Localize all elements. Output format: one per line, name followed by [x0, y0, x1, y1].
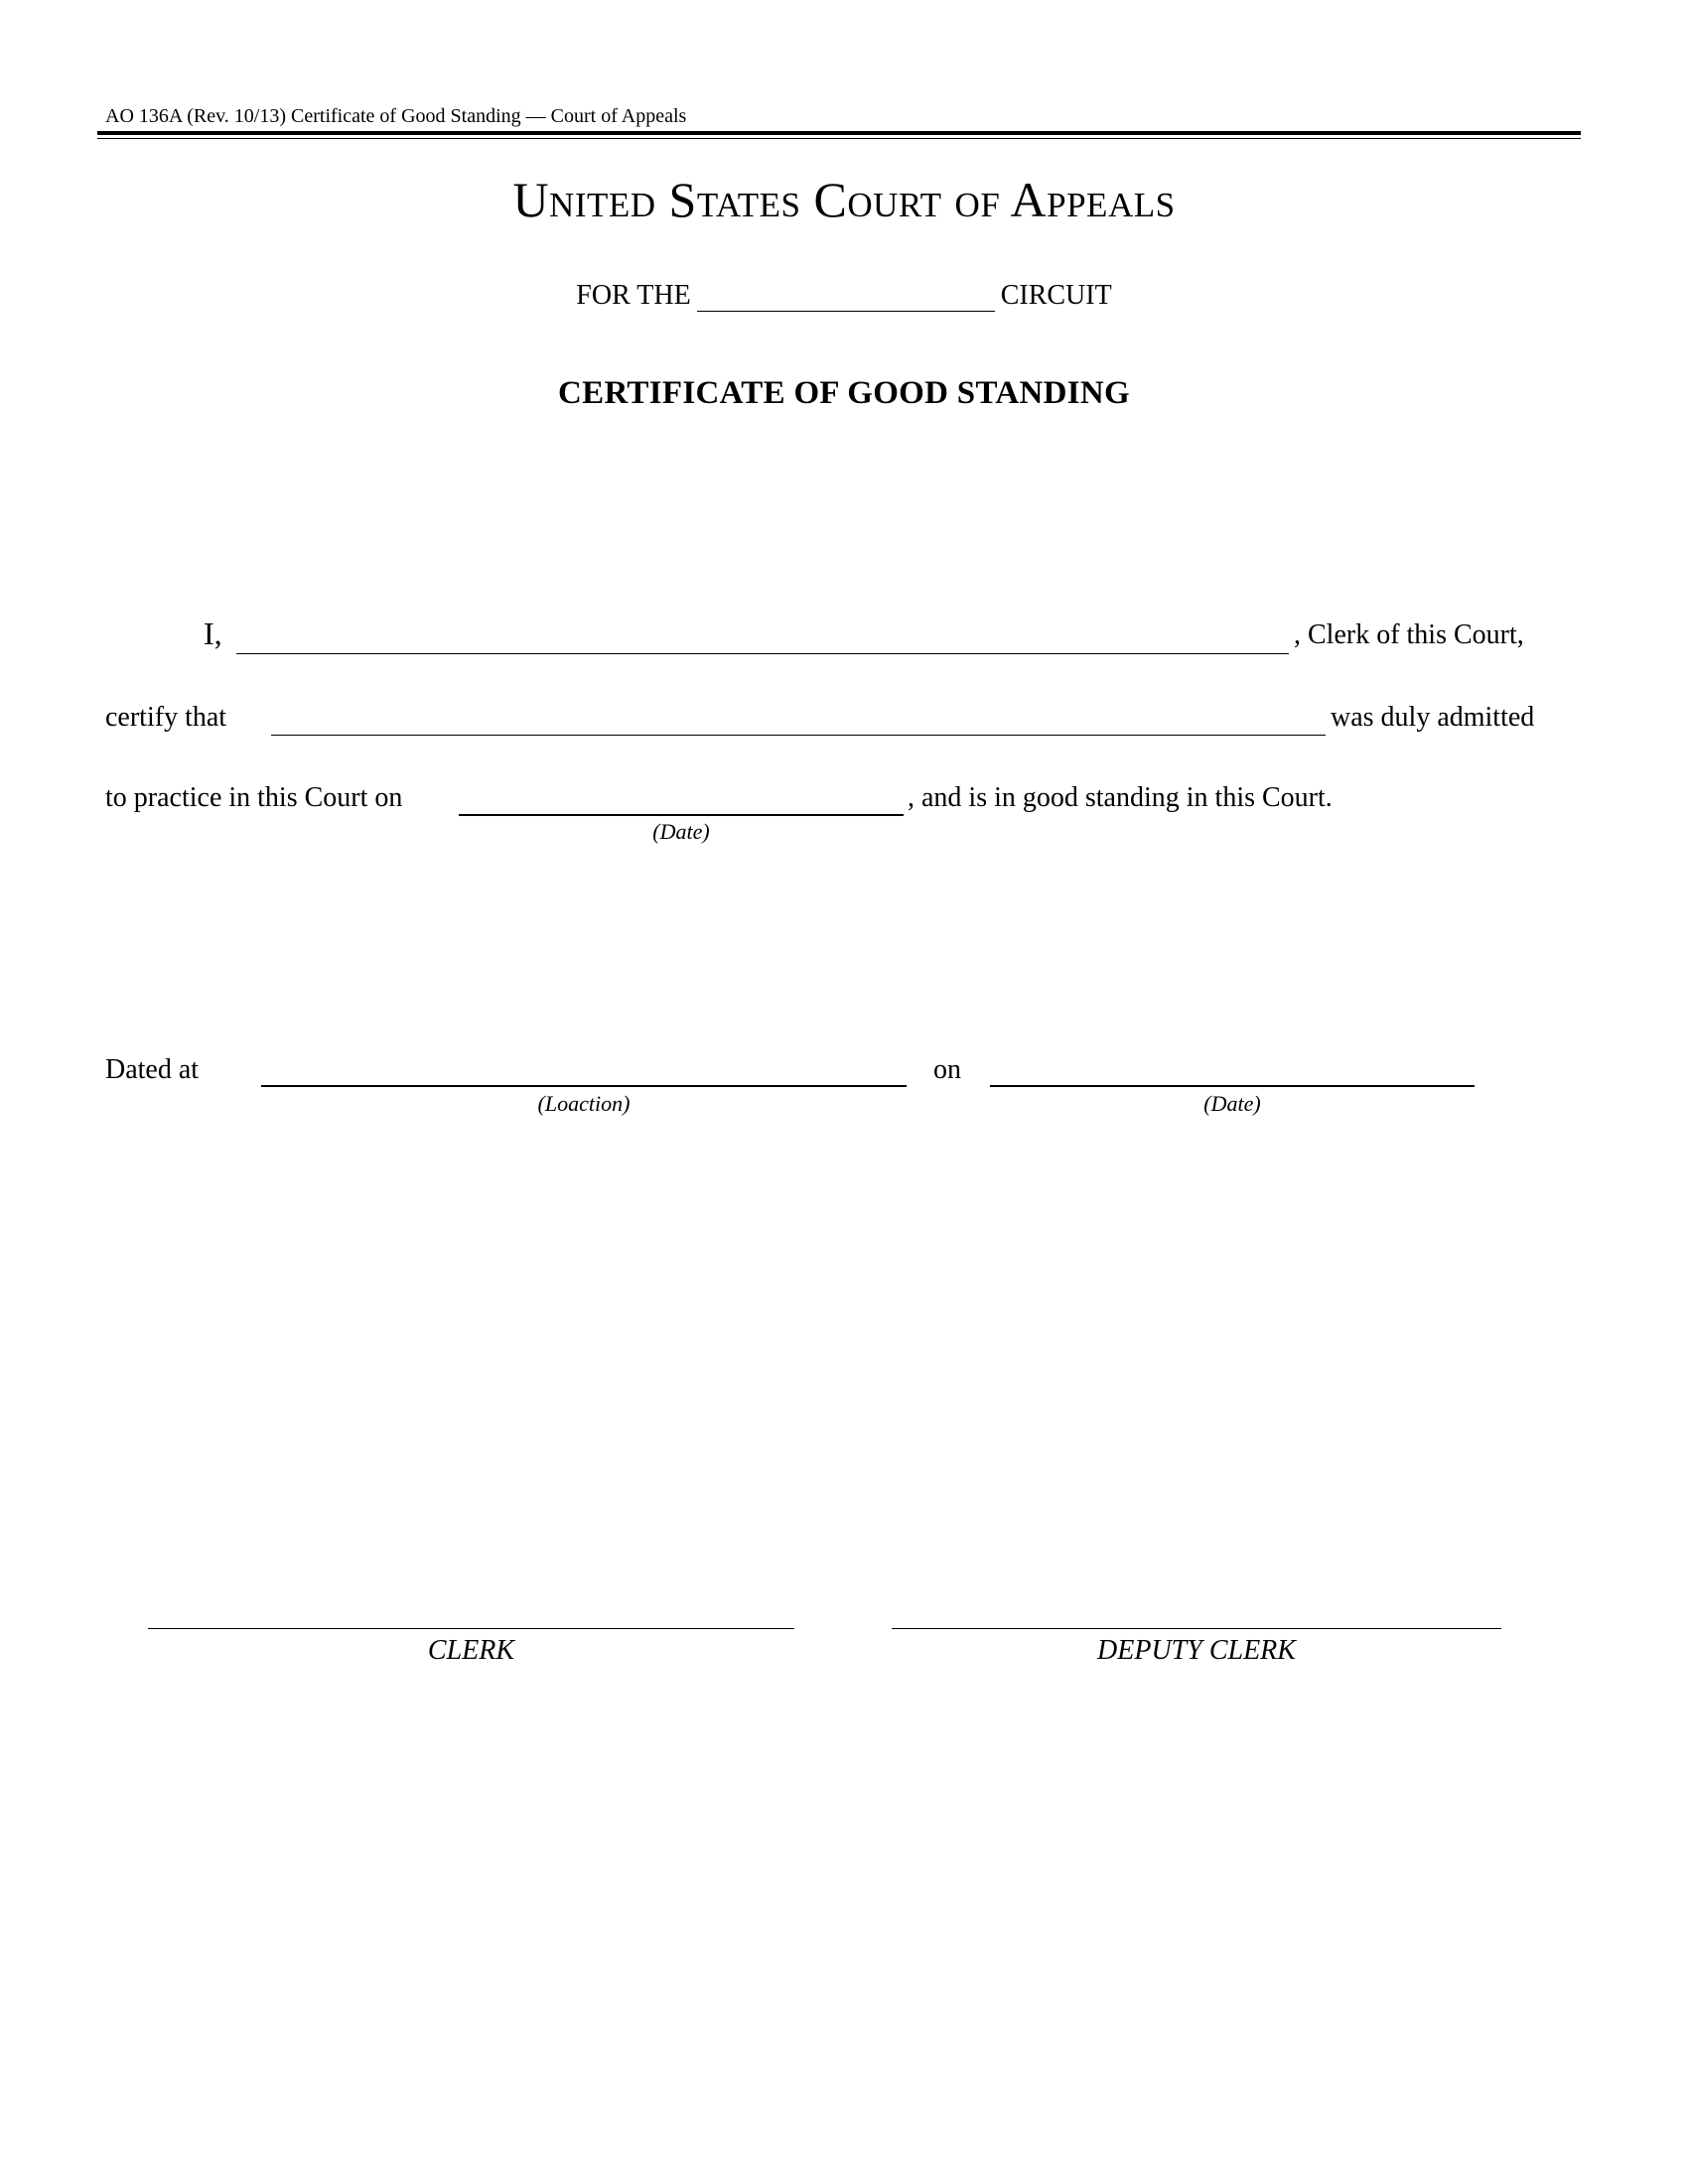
on-label: on [933, 1054, 961, 1085]
deputy-clerk-caption: DEPUTY CLERK [1097, 1635, 1296, 1666]
header-rule-thick [97, 131, 1581, 135]
court-title: United States Court of Appeals [512, 172, 1176, 227]
line3-suffix: , and is in good standing in this Court. [908, 782, 1333, 813]
clerk-caption: CLERK [427, 1635, 515, 1666]
circuit-label: CIRCUIT [1000, 280, 1112, 311]
admission-date-caption: (Date) [652, 819, 710, 844]
line1-suffix: , Clerk of this Court, [1294, 619, 1524, 650]
location-field[interactable] [261, 1085, 907, 1087]
for-the-label: FOR THE [576, 280, 691, 311]
attorney-name-field[interactable] [271, 735, 1326, 736]
circuit-field[interactable] [697, 281, 995, 312]
line2-suffix: was duly admitted [1331, 702, 1535, 733]
clerk-signature-line[interactable] [148, 1628, 794, 1629]
form-id: AO 136A (Rev. 10/13) Certificate of Good Standing — Court of Appeals [105, 105, 687, 127]
line1-prefix: I, [204, 615, 222, 651]
clerk-name-field[interactable] [236, 653, 1289, 654]
header-rule-thin [97, 138, 1581, 139]
deputy-clerk-signature-line[interactable] [892, 1628, 1501, 1629]
dated-date-field[interactable] [990, 1085, 1475, 1087]
line2-prefix: certify that [105, 702, 227, 733]
line3-prefix: to practice in this Court on [105, 782, 403, 813]
dated-date-caption: (Date) [1203, 1091, 1261, 1116]
location-caption: (Loaction) [537, 1091, 631, 1116]
dated-at-label: Dated at [105, 1054, 200, 1085]
circuit-line [0, 280, 1688, 312]
certificate-title: CERTIFICATE OF GOOD STANDING [558, 375, 1130, 411]
admission-date-field[interactable] [459, 814, 904, 816]
